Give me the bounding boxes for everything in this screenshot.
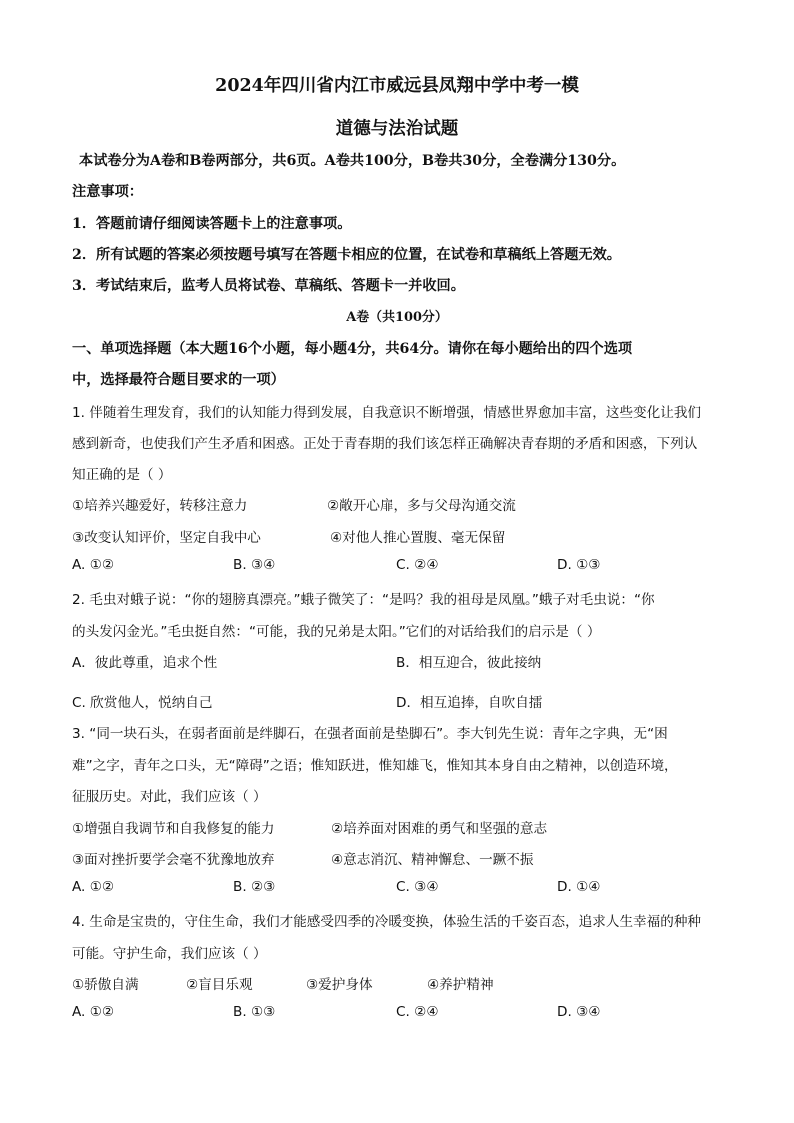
exam-title: 2024年四川省内江市威远县凤翔中学中考一模 xyxy=(215,76,579,96)
question-3-stem: 3. “同一块石头，在弱者面前是绊脚石，在强者面前是垫脚石”。李大钊先生说：青年之字典，无“困 xyxy=(72,726,668,742)
question-4-statement: ②盲目乐观 xyxy=(186,977,253,993)
question-1-stem: 1. 伴随着生理发育，我们的认知能力得到发展，自我意识不断增强，情感世界愈加丰富，这些变化让我们 xyxy=(72,405,702,421)
notice-item: 1．答题前请仔细阅读答题卡上的注意事项。 xyxy=(72,216,352,232)
question-2-option-c: C. 欣赏他人，悦纳自己 xyxy=(72,695,213,711)
question-4-option-c: C. ②④ xyxy=(396,1004,439,1020)
question-4-statement: ①骄傲自满 xyxy=(72,977,139,993)
question-3-option-c: C. ③④ xyxy=(396,879,439,895)
question-2-option-b: B．相互迎合，彼此接纳 xyxy=(396,655,542,671)
part-title: 中，选择最符合题目要求的一项） xyxy=(72,372,285,388)
notice-heading: 注意事项： xyxy=(72,184,143,200)
question-4-option-b: B. ①③ xyxy=(233,1004,276,1020)
question-1-option-b: B. ③④ xyxy=(233,557,276,573)
question-1-option-c: C. ②④ xyxy=(396,557,439,573)
question-4-stem: 4. 生命是宝贵的，守住生命，我们才能感受四季的冷暖变换，体验生活的千姿百态，追求人生幸福的种种 xyxy=(72,914,702,930)
question-1-stem: 知正确的是（ ） xyxy=(72,467,172,483)
question-2-option-a: A．彼此尊重，追求个性 xyxy=(72,655,218,671)
notice-item: 2．所有试题的答案必须按题号填写在答题卡相应的位置，在试卷和草稿纸上答题无效。 xyxy=(72,247,621,263)
question-1-option-d: D. ①③ xyxy=(557,557,601,573)
question-1-statement: ①培养兴趣爱好，转移注意力 xyxy=(72,498,248,514)
question-4-statement: ④养护精神 xyxy=(427,977,494,993)
question-1-option-a: A. ①② xyxy=(72,557,115,573)
question-3-statement: ④意志消沉、精神懈怠、一蹶不振 xyxy=(331,852,534,868)
question-2-stem: 的头发闪金光。”毛虫挺自然：“可能，我的兄弟是太阳。”它们的对话给我们的启示是（ ） xyxy=(72,624,601,640)
exam-summary: 本试卷分为A卷和B卷两部分，共6页。A卷共100分，B卷共30分，全卷满分130分。 xyxy=(79,153,626,169)
question-1-statement: ④对他人推心置腹、毫无保留 xyxy=(330,530,506,546)
question-3-statement: ①增强自我调节和自我修复的能力 xyxy=(72,821,275,837)
question-4-statement: ③爱护身体 xyxy=(306,977,373,993)
section-heading: A卷（共100分） xyxy=(346,310,448,325)
question-4-stem: 可能。守护生命，我们应该（ ） xyxy=(72,946,267,962)
question-3-option-d: D. ①④ xyxy=(557,879,601,895)
exam-subtitle: 道德与法治试题 xyxy=(335,119,459,139)
part-title: 一、单项选择题（本大题16个小题，每小题4分，共64分。请你在每小题给出的四个选项 xyxy=(72,341,633,357)
question-1-statement: ②敞开心扉，多与父母沟通交流 xyxy=(327,498,516,514)
question-3-statement: ③面对挫折要学会毫不犹豫地放弃 xyxy=(72,852,275,868)
question-3-option-a: A. ①② xyxy=(72,879,115,895)
question-3-option-b: B. ②③ xyxy=(233,879,276,895)
question-2-stem: 2. 毛虫对蛾子说：“你的翅膀真漂亮。”蛾子微笑了：“是吗？我的祖母是凤凰。”蛾子对毛虫说：“你 xyxy=(72,592,655,608)
question-2-option-d: D．相互追捧，自吹自擂 xyxy=(396,695,543,711)
notice-item: 3．考试结束后，监考人员将试卷、草稿纸、答题卡一并收回。 xyxy=(72,278,465,294)
question-4-option-a: A. ①② xyxy=(72,1004,115,1020)
question-3-stem: 征服历史。对此，我们应该（ ） xyxy=(72,789,267,805)
question-4-option-d: D. ③④ xyxy=(557,1004,601,1020)
question-3-stem: 难”之字，青年之口头，无“障碍”之语；惟知跃进，惟知雄飞，惟知其本身自由之精神，以创造环境， xyxy=(72,758,678,774)
question-3-statement: ②培养面对困难的勇气和坚强的意志 xyxy=(331,821,548,837)
question-1-statement: ③改变认知评价，坚定自我中心 xyxy=(72,530,261,546)
question-1-stem: 感到新奇，也使我们产生矛盾和困惑。正处于青春期的我们该怎样正确解决青春期的矛盾和困惑，下列认 xyxy=(72,436,698,452)
